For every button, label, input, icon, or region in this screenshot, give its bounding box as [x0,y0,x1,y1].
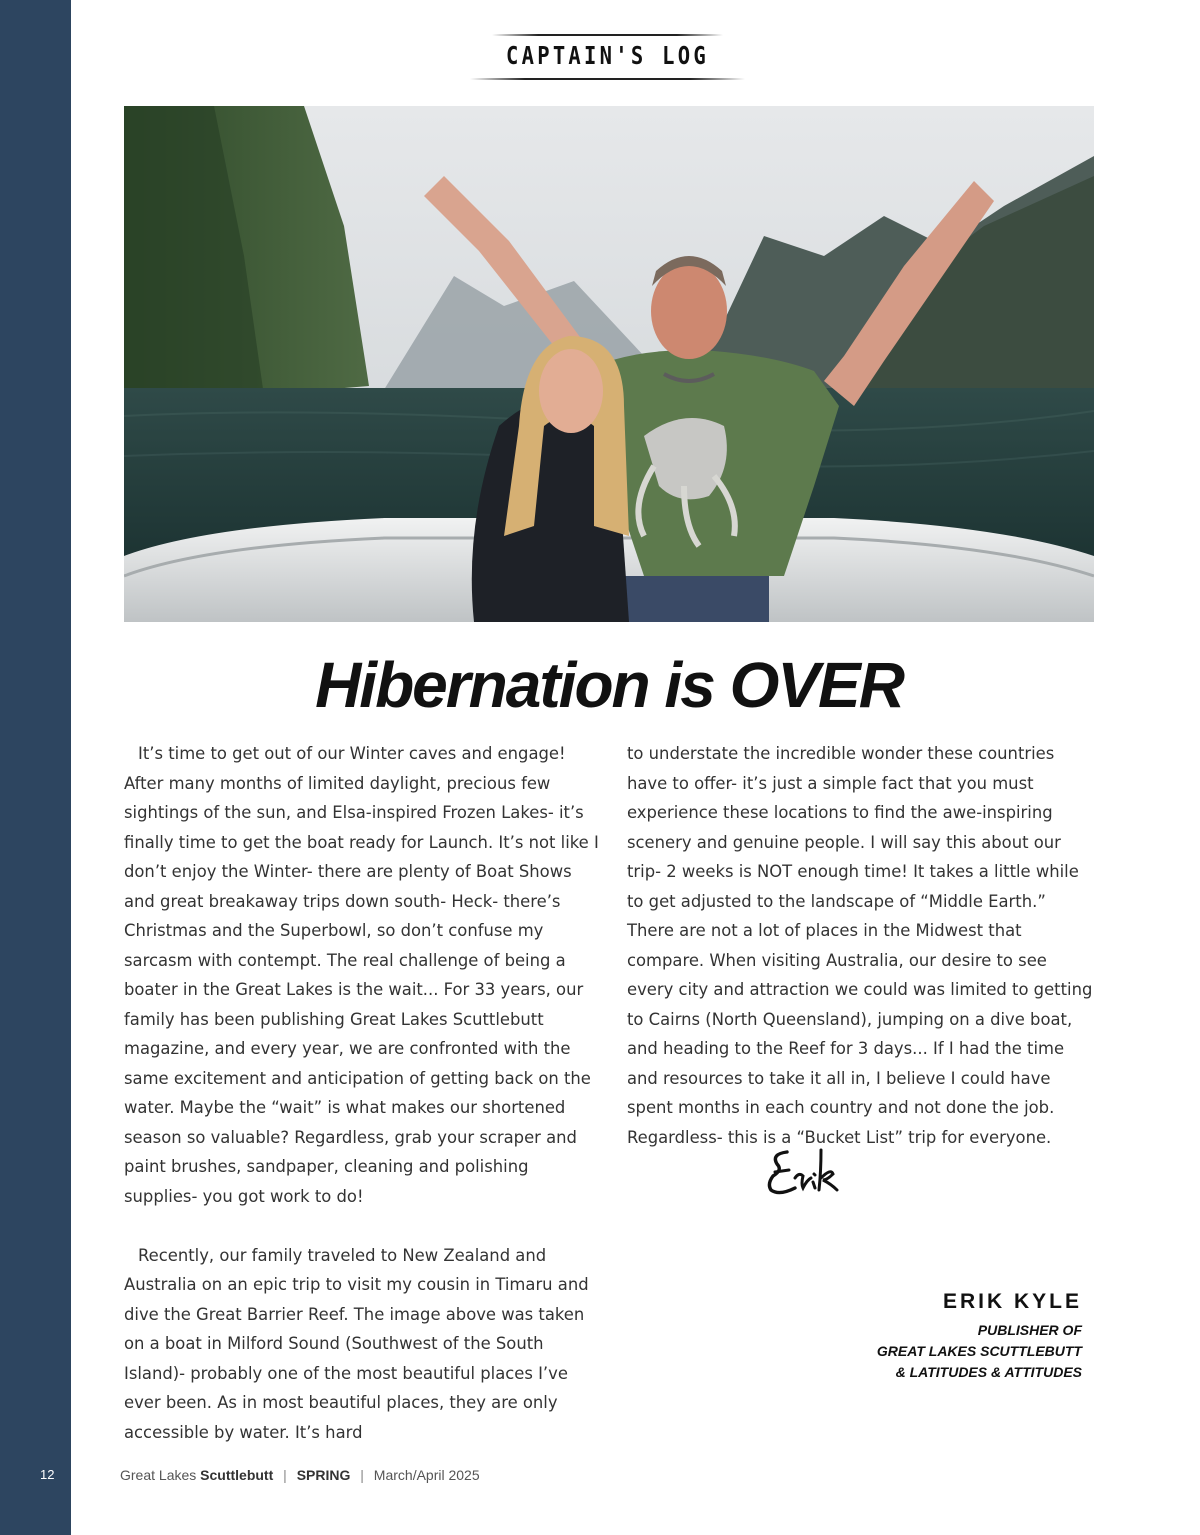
author-role-line: PUBLISHER OF [977,1322,1082,1338]
article-paragraph: Recently, our family traveled to New Zealand and Australia on an epic trip to visit my cousin in Timaru and dive the Great Barrier Reef. The image above was taken on a boat in Milford Sound (Southwest of the South Island)- probably one of the most beautiful places I’ve ever been. As in most beautiful places, they are only accessible by water. It’s hard [124,1245,589,1442]
header-rule-top [492,34,723,36]
page-footer [120,1467,480,1483]
section-header [470,34,745,80]
footer-publication-prefix: Great Lakes [120,1467,197,1483]
footer-separator: | [283,1467,287,1483]
author-role-line: GREAT LAKES SCUTTLEBUTT [876,1343,1082,1359]
headline: Hibernation is OVER [315,649,903,721]
footer-season: SPRING [296,1467,351,1483]
article-paragraph: to understate the incredible wonder these countries have to offer- it’s just a simple fact that you must experience these locations to find the awe-inspiring scenery and genuine people. I will say this about our trip- 2 weeks is NOT enough time! It takes a little while to get adjusted to the landscape of “Middle Earth.” There are not a lot of places in the Midwest that compare. When visiting Australia, our desire to see every city and attraction we could was limited to getting to Cairns (North Queensland), jumping on a dive boat, and heading to the Reef for 3 days... If I had the time and resources to take it all in, I believe I could have spent months in each country and not done the job. Regardless- this is a “Bucket List” trip for everyone. [627,744,1093,1147]
author-role-line: & LATITUDES & ATTITUDES [895,1364,1082,1380]
side-color-bar [0,0,71,1535]
signature-erik [765,1142,845,1202]
footer-separator: | [360,1467,364,1483]
hero-photo-illustration [124,106,1094,622]
author-byline [877,1290,1082,1383]
section-header-label: CAPTAIN'S LOG [505,41,710,70]
hero-photo [124,106,1094,622]
article-left-column [124,739,604,1447]
page-number: 12 [40,1467,55,1482]
footer-issue-date: March/April 2025 [373,1467,480,1483]
article-right-column [627,739,1097,1152]
article-paragraph: It’s time to get out of our Winter caves and engage! After many months of limited daylight, precious few sightings of the sun, and Elsa-inspired Frozen Lakes- it’s finally time to get the boat ready for Launch. It’s not like I don’t enjoy the Winter- there are plenty of Boat Shows and great breakaway trips down south- Heck- there’s Christmas and the Superbowl, so don’t confuse my sarcasm with contempt. The real challenge of being a boater in the Great Lakes is the wait... For 33 years, our family has been publishing Great Lakes Scuttlebutt magazine, and every year, we are confronted with the same excitement and anticipation of getting back on the water. Maybe the “wait” is what makes our shortened season so valuable? Regardless, grab your scraper and paint brushes, sandpaper, cleaning and polishing supplies- you got work to do! [124,744,599,1206]
header-rule-bottom [470,78,745,80]
footer-publication-name: Scuttlebutt [200,1467,274,1483]
author-name: ERIK KYLE [942,1290,1082,1313]
